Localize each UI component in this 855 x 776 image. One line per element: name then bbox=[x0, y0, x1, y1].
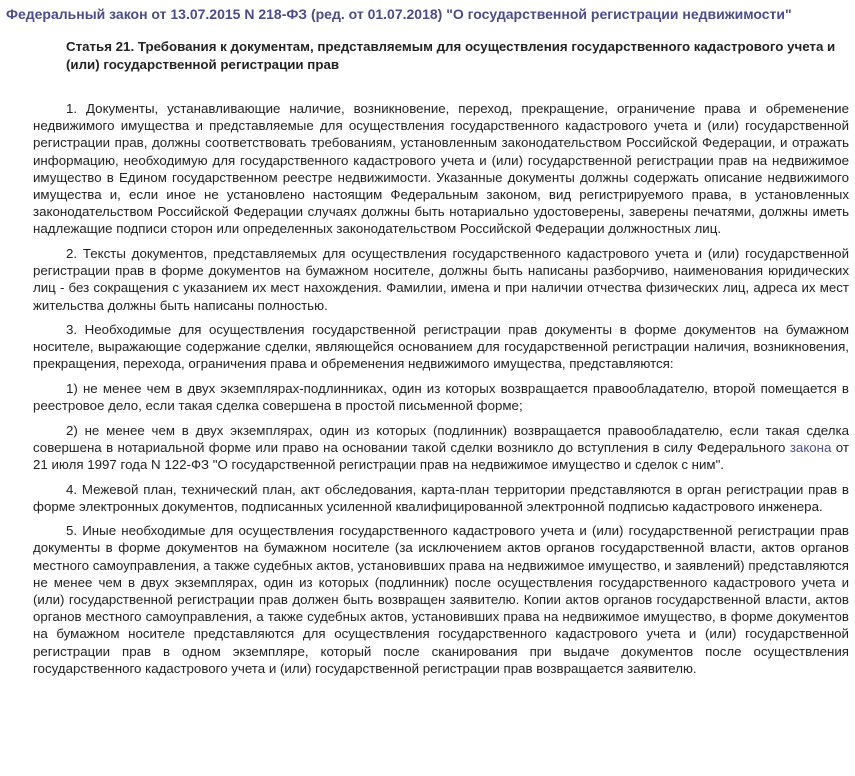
paragraph-5: 5. Иные необходимые для осуществления государственного кадастрового учета и (или) государственной регистрации прав документы в форме документов на бумажном носителе (за исключением актов органов государственной власти, актов органов местного самоуправления, а также судебных актов, установивших права на недвижимое имущество, и заявлений) представляются не менее чем в двух экземплярах, один из которых (подлинник) после осуществления государственного кадастрового учета и (или) государственной регистрации прав должен быть возвращен заявителю. Копии актов органов государственной власти, актов органов местного самоуправления, а также судебных актов, установивших права на недвижимое имущество, в форме документов на бумажном носителе представляются для осуществления государственного кадастрового учета и (или) государственной регистрации прав в одном экземпляре, который после сканирования при выдаче документов после осуществления государственного кадастрового учета и (или) государственной регистрации прав возвращается заявителю. bbox=[33, 523, 849, 676]
paragraph-3: 3. Необходимые для осуществления государственной регистрации прав документы в форме документов на бумажном носителе, выражающие содержание сделки, являющейся основанием для государственной регистрации наличия, возникновения, прекращения, перехода, ограничения права и обременения недвижимого имущества, представляются: bbox=[33, 322, 849, 372]
paragraph-3-item-2-text-after: от 21 июля 1997 года N 122-ФЗ "О государственной регистрации прав на недвижимое имущество и сделок с ним". bbox=[33, 439, 850, 473]
article-title: Статья 21. Требования к документам, представляемым для осуществления государственного кадастрового учета и (или) государственной регистрации прав bbox=[66, 39, 836, 72]
paragraph-2: 2. Тексты документов, представляемых для осуществления государственного кадастрового учета и (или) государственной регистрации прав в форме документов на бумажном носителе, должны быть написаны разборчиво, наименования юридических лиц - без сокращения с указанием их мест нахождения. Фамилии, имена и при наличии отчества физических лиц, адреса их мест жительства должны быть написаны полностью. bbox=[33, 245, 849, 313]
law-reference-link[interactable]: закона bbox=[789, 439, 832, 455]
paragraph-4: 4. Межевой план, технический план, акт обследования, карта-план территории представляются в орган регистрации прав в форме электронных документов, подписанных усиленной квалифицированной электронной подписью кадастрового инженера. bbox=[33, 481, 849, 514]
paragraph-3-item-2 bbox=[33, 422, 849, 474]
paragraph-3-item-1: 1) не менее чем в двух экземплярах-подлинниках, один из которых возвращается правообладателю, второй помещается в реестровое дело, если такая сделка совершена в простой письменной форме; bbox=[33, 380, 849, 414]
article-body bbox=[33, 100, 849, 684]
document-title: Федеральный закон от 13.07.2015 N 218-ФЗ (ред. от 01.07.2018) "О государственной регистрации недвижимости" bbox=[6, 6, 792, 22]
paragraph-1: 1. Документы, устанавливающие наличие, возникновение, переход, прекращение, ограничение права и обременение недвижимого имущества и представляемые для осуществления государственного кадастрового учета и (или) государственной регистрации прав, должны соответствовать требованиям, установленным законодательством Российской Федерации, и отражать информацию, необходимую для государственного кадастрового учета и (или) государственной регистрации прав на недвижимое имущество в Едином государственном реестре недвижимости. Указанные документы должны содержать описание недвижимого имущества и, если иное не установлено настоящим Федеральным законом, вид регистрируемого права, в установленных законодательством Российской Федерации случаях должны быть нотариально удостоверены, заверены печатями, должны иметь надлежащие подписи сторон или определенных законодательством Российской Федерации должностных лиц. bbox=[33, 101, 849, 237]
paragraph-3-item-2-text-before: 2) не менее чем в двух экземплярах, один из которых (подлинник) возвращается правообладателю, если такая сделка совершена в нотариальной форме или право на основании такой сделки возникло до вступления в силу Федерального bbox=[33, 422, 849, 455]
